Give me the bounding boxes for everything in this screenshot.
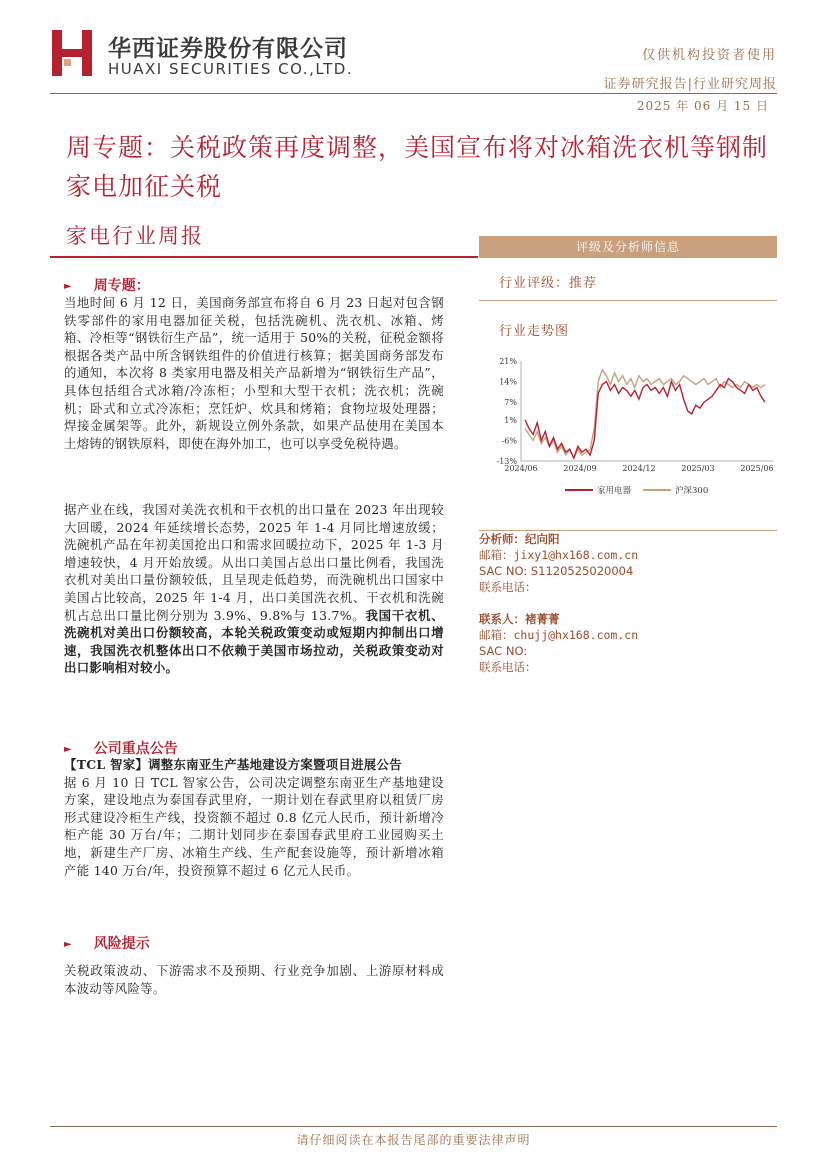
contact-name: 联系人：褚菁菁 — [479, 612, 560, 626]
section-risk: ► 风险提示 — [64, 936, 150, 952]
contact-email[interactable]: chujj@hx168.com.cn — [513, 628, 639, 642]
chart-x-tick-label: 2024/06 — [504, 464, 538, 473]
chart-legend-label: 家用电器 — [597, 486, 632, 496]
huaxi-logo — [50, 28, 94, 78]
analyst-sac: S1120525020004 — [530, 564, 634, 578]
analyst-name: 分析师：纪向阳 — [479, 532, 560, 546]
chart-x-tick-label: 2024/12 — [622, 464, 656, 473]
sidebar-divider — [479, 300, 777, 301]
analyst-sac-row: SAC NO: S1120525020004 — [479, 564, 634, 578]
section-company-announcements: ► 公司重点公告 — [64, 741, 178, 757]
chart-x-tick-label: 2024/09 — [563, 464, 597, 473]
industry-rating: 行业评级：推荐 — [499, 276, 598, 291]
trend-chart-title: 行业走势图 — [499, 324, 570, 339]
analyst-phone: 联系电话： — [479, 580, 537, 594]
chart-y-tick-label: 7% — [504, 398, 517, 408]
risk-paragraph: 关税政策波动、下游需求不及预期、行业竞争加剧、上游原材料成本波动等风险等。 — [64, 963, 444, 996]
chart-legend-label: 沪深300 — [675, 486, 709, 496]
report-type: 家电行业周报 — [66, 224, 204, 248]
analyst-email-row: 邮箱：jixy1@hx168.com.cn — [479, 548, 639, 562]
section-arrow-icon: ► — [64, 744, 72, 755]
chart-y-tick-label: -13% — [496, 457, 517, 466]
header-divider — [50, 93, 777, 94]
contact-email-row: 邮箱：chujj@hx168.com.cn — [479, 628, 639, 642]
report-type-underline — [50, 256, 478, 258]
section-arrow-icon: ► — [64, 939, 72, 950]
report-title: 周专题：关税政策再度调整，美国宣布将对冰箱洗衣机等钢制家电加征关税 — [66, 133, 769, 201]
analyst-email[interactable]: jixy1@hx168.com.cn — [513, 548, 639, 562]
chart-y-tick-label: -6% — [501, 436, 517, 446]
footer-divider — [50, 1126, 777, 1127]
chart-x-tick-label: 2025/06 — [740, 464, 774, 473]
analyst-card-2 — [479, 611, 777, 675]
legal-notice: 请仔细阅读在本报告尾部的重要法律声明 — [296, 1133, 531, 1147]
chart-y-tick-label: 21% — [499, 357, 517, 366]
rating-header: 评级及分析师信息 — [479, 236, 777, 258]
chart-x-tick-label: 2025/03 — [681, 464, 715, 473]
audience-note: 仅供机构投资者使用 — [641, 48, 777, 63]
topic-paragraph-1: 当地时间 6 月 12 日，美国商务部宣布将自 6 月 23 日起对包含钢铁零部件的家用电器加征关税，包括洗碗机、洗衣机、冰箱、烤箱、冷柜等“钢铁衍生产品”，统一适用于 50%的关税，征税金额将根据各类产品中所含钢铁组件的价值进行核算；据美国商务部发布的通知，本次将 8 类家用电器及相关产品新增为“钢铁衍生产品”，具体包括组合式冰箱/冷冻柜；小型和大型干衣机；洗衣机；洗碗机；卧式和立式冷冻柜；烹饪炉、炊具和烤箱；食物垃圾处理器；焊接金属架等。此外，新规设立例外条款，如果产品使用在美国本土熔铸的钢铁原料，即使在海外加工，也可以享受免税待遇。 — [64, 295, 444, 451]
report-date: 2025 年 06 月 15 日 — [636, 99, 769, 113]
topic-paragraph-2: 据产业在线，我国对美洗衣机和干衣机的出口量在 2023 年出现较大回暖，2024 年延续增长态势，2025 年 1-4 月同比增速放缓；洗碗机产品在年初美国抢出口和需求回暖拉动下，2025 年 1-3 月增速较快，4 月开始放缓。从出口美国占总出口量比例看，我国洗衣机对美出口量份额较低，且呈现走低趋势，而洗碗机出口国家中美国占比较高，2025 年 1-4 月，出口美国洗衣机、干衣机和洗碗机占总出口量比例分别为 3.9%、9.8%与 13.7%。我国干衣机、洗碗机对美出口份额较高，本轮关税政策变动或短期内抑制出口增速，我国洗衣机整体出口不依赖于美国市场拉动，关税政策变动对出口影响相对较小。 — [64, 502, 444, 676]
section-arrow-icon: ► — [64, 281, 72, 292]
chart-y-tick-label: 1% — [504, 415, 517, 425]
report-category: 证券研究报告|行业研究周报 — [603, 77, 777, 92]
company-name-cn: 华西证券股份有限公司 — [108, 36, 348, 62]
contact-sac-row: SAC NO: — [479, 644, 528, 658]
industry-trend-chart — [485, 345, 777, 505]
company-name-en: HUAXI SECURITIES CO.,LTD. — [108, 60, 354, 78]
section-weekly-topic: ► 周专题： — [64, 278, 150, 294]
analyst-card-1 — [479, 531, 777, 595]
announcement-paragraph: 【TCL 智家】调整东南亚生产基地建设方案暨项目进展公告 据 6 月 10 日 TCL 智家公告，公司决定调整东南亚生产基地建设方案，建设地点为泰国春武里府，一期计划在春武里府以租赁厂房形式建设冷柜生产线，投资额不超过 0.8 亿元人民币，预计新增冷柜产能 30 万台/年；二期计划同步在泰国春武里府工业园购买土地，新建生产厂房、冰箱生产线、生产配套设施等，预计新增冰箱产能 140 万台/年，投资预算不超过 6 亿元人民币。 — [64, 757, 444, 878]
contact-phone: 联系电话： — [479, 660, 537, 674]
chart-y-tick-label: 14% — [499, 377, 517, 387]
